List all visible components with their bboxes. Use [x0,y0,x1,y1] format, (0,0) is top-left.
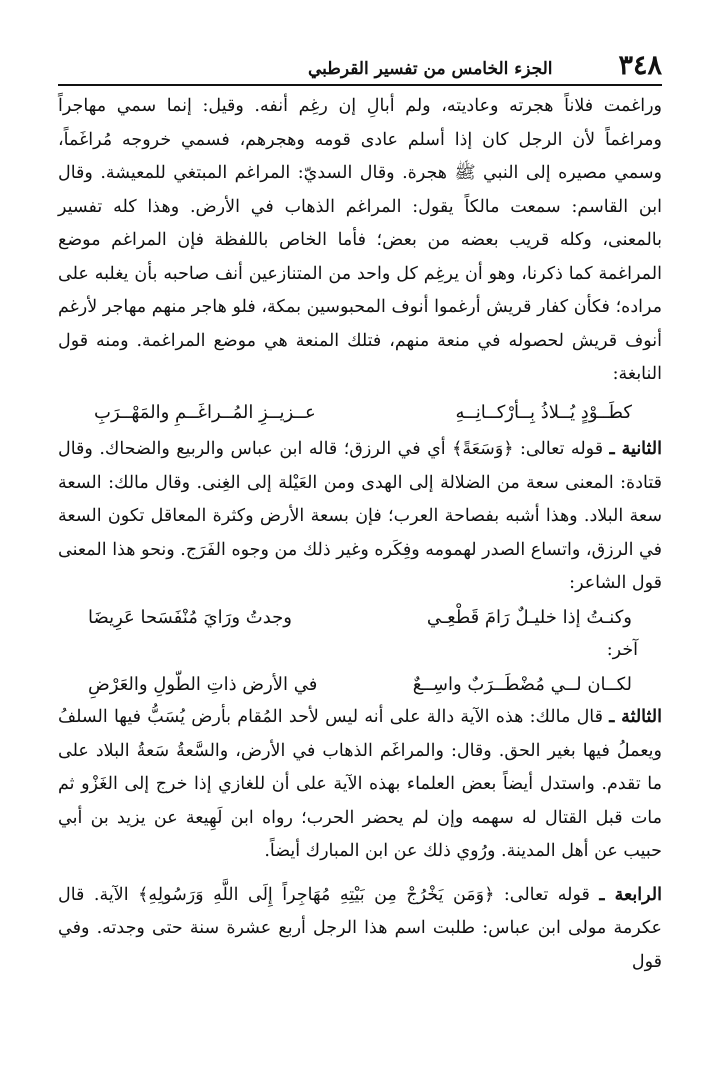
verse-hemistich-first: لكــان لــي مُضْطَــرَبٌ واسِــعٌ [412,673,632,695]
verse-hemistich-first: كطَــوْدٍ يُــلاذُ بِــأرْكــانِــهِ [455,401,632,423]
section-lead-fourth: الرابعة ـ [599,884,662,905]
page-number: ٣٤٨ [618,50,662,81]
verse-hemistich-second: عــزيــزِ المُــراغَــمِ والمَهْــرَبِ [94,401,316,423]
verse-hemistich-second: وجدتُ ورَايَ مُنْفَسَحا عَرِيضَا [88,606,292,628]
paragraph-fourth [58,879,662,980]
page-body [58,90,662,979]
paragraph-third-text: قال مالك: هذه الآية دالة على أنه ليس لأحد المُقام بأرض يُسَبُّ فيها السلفُ ويعملُ فيها بغير الحق. وقال: والمراغَم الذهاب في الأرض، والسَّعةُ سَعةُ البلاد على ما تقدم. واستدل أيضاً بعض العلماء بهذه الآية على أن للغازي إذا خرج إلى الغَزْو ثم مات قبل القتال له سهمه وإن لم يحضر الحرب؛ رواه ابن لَهِيعة عن يزيد بن أبي حبيب عن أهل المدينة. ورُوي ذلك عن ابن المبارك أيضاً. [58,707,662,861]
quran-quote-hijra: ﴿وَمَن يَخْرُجْ مِن بَيْتِهِ مُهَاجِراً إِلَى اللَّهِ وَرَسُولِهِ﴾ [138,884,495,905]
paragraph-second-text: أي في الرزق؛ قاله ابن عباس والربيع والضحاك. وقال قتادة: المعنى سعة من الضلالة إلى الهدى ومن العَيْلة إلى الغِنى. وقال مالك: السعة سعة البلاد. وهذا أشبه بفصاحة العرب؛ فإن بسعة الأرض وكثرة المعاقل تكون السعة في الرزق، واتساع الصدر لهمومه وفِكَره وغير ذلك من وجوه الفَرَج. ونحو هذا المعنى قول الشاعر: [58,439,662,593]
section-lead-second: الثانية ـ [609,439,662,459]
running-title: الجزء الخامس من تفسير القرطبي [308,59,553,79]
verse-hemistich-first: وكنـتُ إذا خليـلٌ رَامَ قَطْعِـي [426,606,632,628]
paragraph-fourth-text: الآية. قال عكرمة مولى ابن عباس: طلبت اسم هذا الرجل أربع عشرة سنة حتى وجدته. وفي قول [58,884,662,972]
paragraph-muragham: وراغمت فلاناً هجرته وعاديته، ولم أبالِ إن رغِم أنفه. وقيل: إنما سمي مهاجراً ومراغماً لأن الرجل كان إذا أسلم عادى قومه وهجرهم، فسمي خروجه مُراغَماً، وسمي مصيره إلى النبي ﷺ هجرة. وقال السديّ: المراغم المبتغي للمعيشة. وقال ابن القاسم: سمعت مالكاً يقول: المراغم الذهاب في الأرض. وهذا كله تفسير بالمعنى، وكله قريب بعضه من بعض؛ فأما الخاص باللفظة فإن المراغم موضع المراغمة كما ذكرنا، وهو أن يرغِم كل واحد من المتنازعين أنف صاحبه بأن يغلبه على مراده؛ فكأن كفار قريش أرغموا أنوف المحبوسين بمكة، فلو هاجر منهم مهاجر لأرغم أنوف قريش لحصوله في منعة منهم، فتلك المنعة هي موضع المراغمة. ومنه قول النابغة: [58,96,662,384]
spacer [58,869,662,879]
page-header [58,44,662,86]
section-lead-third: الثالثة ـ [609,707,662,727]
verse-another [58,668,662,702]
paragraph-fourth-pre: قوله تعالى: [494,884,600,905]
verse-nabigha [58,392,662,434]
verse-hemistich-second: في الأرض ذاتِ الطّولِ والعَرْضِ [88,673,318,695]
paragraph-second [58,433,662,601]
label-another: آخر: [606,640,638,660]
verse-poet [58,601,662,635]
paragraph-third [58,701,662,869]
quran-quote-saa: ﴿وَسَعَةً﴾ [452,439,514,459]
paragraph-second-pre: قوله تعالى: [513,439,610,459]
